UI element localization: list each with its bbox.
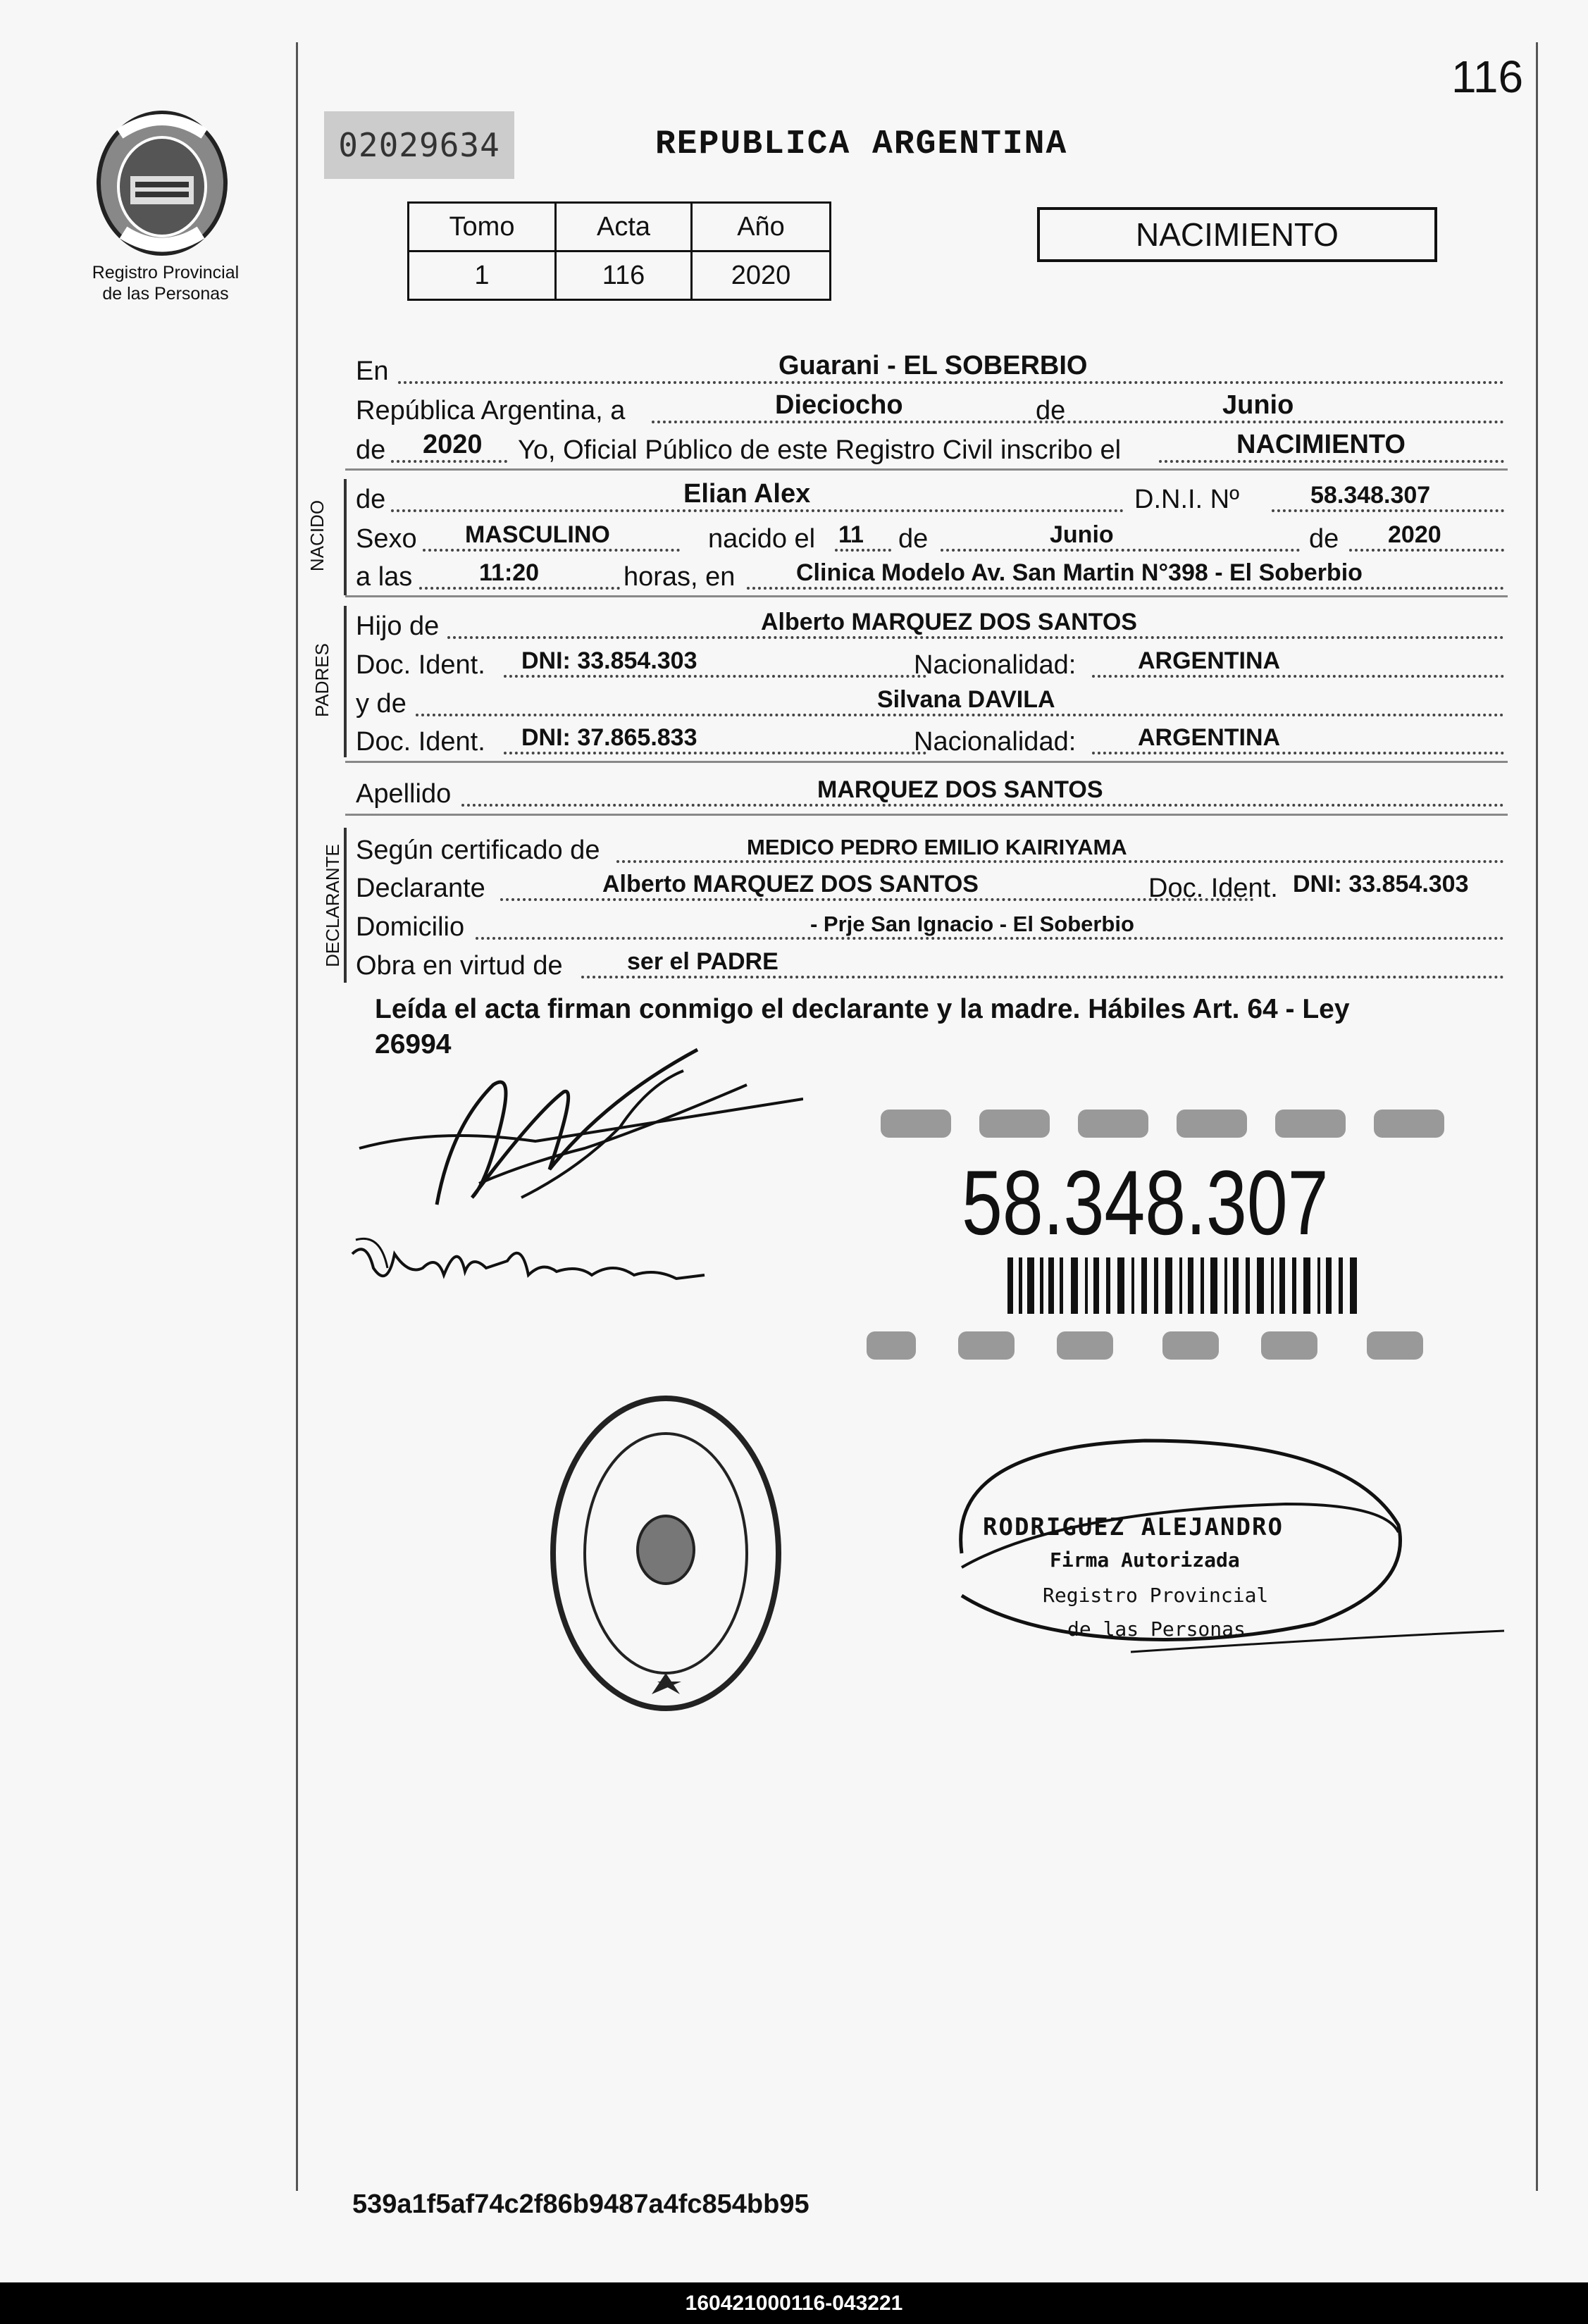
- field-line-declarant: Declarante Alberto MARQUEZ DOS SANTOS Doc. Ident. DNI: 33.854.303: [356, 871, 1469, 903]
- field-line-sex: Sexo MASCULINO nacido el 11 de Junio de 2020: [356, 520, 1504, 559]
- footer-code: 160421000116-043221: [685, 2291, 903, 2315]
- table-header: Tomo: [409, 203, 556, 251]
- serial-number: 02029634: [324, 111, 514, 179]
- document-hash: 539a1f5af74c2f86b9487a4fc854bb95: [352, 2189, 809, 2219]
- address-value: - Prje San Ignacio - El Soberbio: [810, 912, 1134, 936]
- field-line-mother: y de Silvana DAVILA: [356, 685, 1504, 723]
- mother-name-value: Silvana DAVILA: [877, 686, 1055, 713]
- sex-value: MASCULINO: [465, 521, 610, 548]
- stamp-line-3: de las Personas: [1067, 1617, 1246, 1641]
- section-label-nacido: NACIDO: [306, 499, 328, 572]
- field-line-time: a las 11:20 horas, en Clinica Modelo Av. San Martin N°398 - El Soberbio: [356, 558, 1504, 597]
- dni-label-number: 58.348.307: [962, 1151, 1329, 1254]
- stamp-line-2: Registro Provincial: [1043, 1584, 1269, 1607]
- place-value: Guarani - EL SOBERBIO: [779, 351, 1088, 380]
- section-bracket: [344, 479, 347, 595]
- field-line-obra: Obra en virtud de ser el PADRE: [356, 947, 1504, 986]
- table-header: Acta: [556, 203, 692, 251]
- left-margin-line: [296, 42, 298, 2191]
- relationship-value: ser el PADRE: [627, 948, 779, 975]
- divider: [345, 595, 1508, 597]
- birth-year-value: 2020: [1388, 521, 1441, 548]
- field-line-father-doc: Doc. Ident. DNI: 33.854.303 Nacionalidad: ARGENTINA: [356, 646, 1504, 685]
- declarant-name-value: Alberto MARQUEZ DOS SANTOS: [602, 871, 979, 897]
- field-line-father: Hijo de Alberto MARQUEZ DOS SANTOS: [356, 607, 1504, 646]
- birth-day-value: 11: [838, 521, 864, 548]
- divider: [345, 814, 1508, 816]
- page-number: 116: [1451, 51, 1524, 102]
- field-line-surname: Apellido MARQUEZ DOS SANTOS: [356, 775, 1504, 814]
- year-value: 2020: [423, 430, 483, 459]
- closing-statement: Leída el acta firman conmigo el declarante y la madre. Hábiles Art. 64 - Ley 26994: [375, 994, 1350, 1060]
- day-value: Dieciocho: [775, 390, 903, 420]
- stamp-line-1: Firma Autorizada: [1050, 1548, 1240, 1572]
- section-label-padres: PADRES: [311, 643, 333, 717]
- table-cell: 116: [556, 251, 692, 300]
- month-value: Junio: [1222, 390, 1294, 420]
- field-line-mother-doc: Doc. Ident. DNI: 37.865.833 Nacionalidad: ARGENTINA: [356, 723, 1504, 762]
- field-line-date: República Argentina, a Dieciocho de Junio: [356, 392, 1504, 430]
- table-header: Año: [692, 203, 831, 251]
- mother-nationality-value: ARGENTINA: [1138, 724, 1281, 751]
- field-line-name: de Elian Alex D.N.I. Nº 58.348.307: [356, 480, 1504, 519]
- field-line-year: de 2020 Yo, Oficial Público de este Registro Civil inscribo el NACIMIENTO: [356, 431, 1504, 470]
- mother-doc-value: DNI: 37.865.833: [521, 724, 697, 751]
- declarant-signature: [352, 1043, 803, 1240]
- birth-place-value: Clinica Modelo Av. San Martin N°398 - El Soberbio: [796, 559, 1363, 586]
- table-row: [409, 203, 831, 251]
- section-bracket: [344, 828, 347, 983]
- section-label-declarante: DECLARANTE: [321, 844, 343, 967]
- certificate-value: MEDICO PEDRO EMILIO KAIRIYAMA: [747, 835, 1127, 859]
- child-dni-value: 58.348.307: [1310, 482, 1431, 509]
- delegation-seal-stamp: [546, 1391, 786, 1715]
- mother-signature: [345, 1226, 712, 1303]
- registry-name: Registro Provincial de las Personas: [92, 263, 240, 304]
- child-name-value: Elian Alex: [683, 479, 811, 509]
- stamp-name: RODRIGUEZ ALEJANDRO: [983, 1513, 1284, 1541]
- field-line-address: Domicilio - Prje San Ignacio - El Soberbio: [356, 908, 1504, 947]
- right-margin-line: [1536, 42, 1538, 2191]
- father-nationality-value: ARGENTINA: [1138, 647, 1281, 674]
- document-title: REPUBLICA ARGENTINA: [655, 125, 1068, 163]
- surname-value: MARQUEZ DOS SANTOS: [817, 776, 1103, 803]
- table-cell: 2020: [692, 251, 831, 300]
- divider: [345, 468, 1508, 471]
- father-name-value: Alberto MARQUEZ DOS SANTOS: [761, 609, 1137, 635]
- table-row: [409, 251, 831, 300]
- footer-code-bar: [0, 2282, 1588, 2324]
- section-bracket: [344, 606, 347, 757]
- declarant-doc-value: DNI: 33.854.303: [1293, 871, 1469, 897]
- field-line-certificate: Según certificado de MEDICO PEDRO EMILIO KAIRIYAMA: [356, 831, 1504, 870]
- divider: [345, 761, 1508, 763]
- table-cell: 1: [409, 251, 556, 300]
- record-table: [407, 201, 831, 301]
- record-type-box: NACIMIENTO: [1037, 207, 1437, 262]
- father-doc-value: DNI: 33.854.303: [521, 647, 697, 674]
- inscribo-value: NACIMIENTO: [1236, 430, 1406, 459]
- province-shield-logo-icon: [92, 106, 232, 261]
- birth-time-value: 11:20: [479, 559, 540, 586]
- birth-month-value: Junio: [1050, 521, 1114, 548]
- field-line-en: En Guarani - EL SOBERBIO: [356, 352, 1504, 391]
